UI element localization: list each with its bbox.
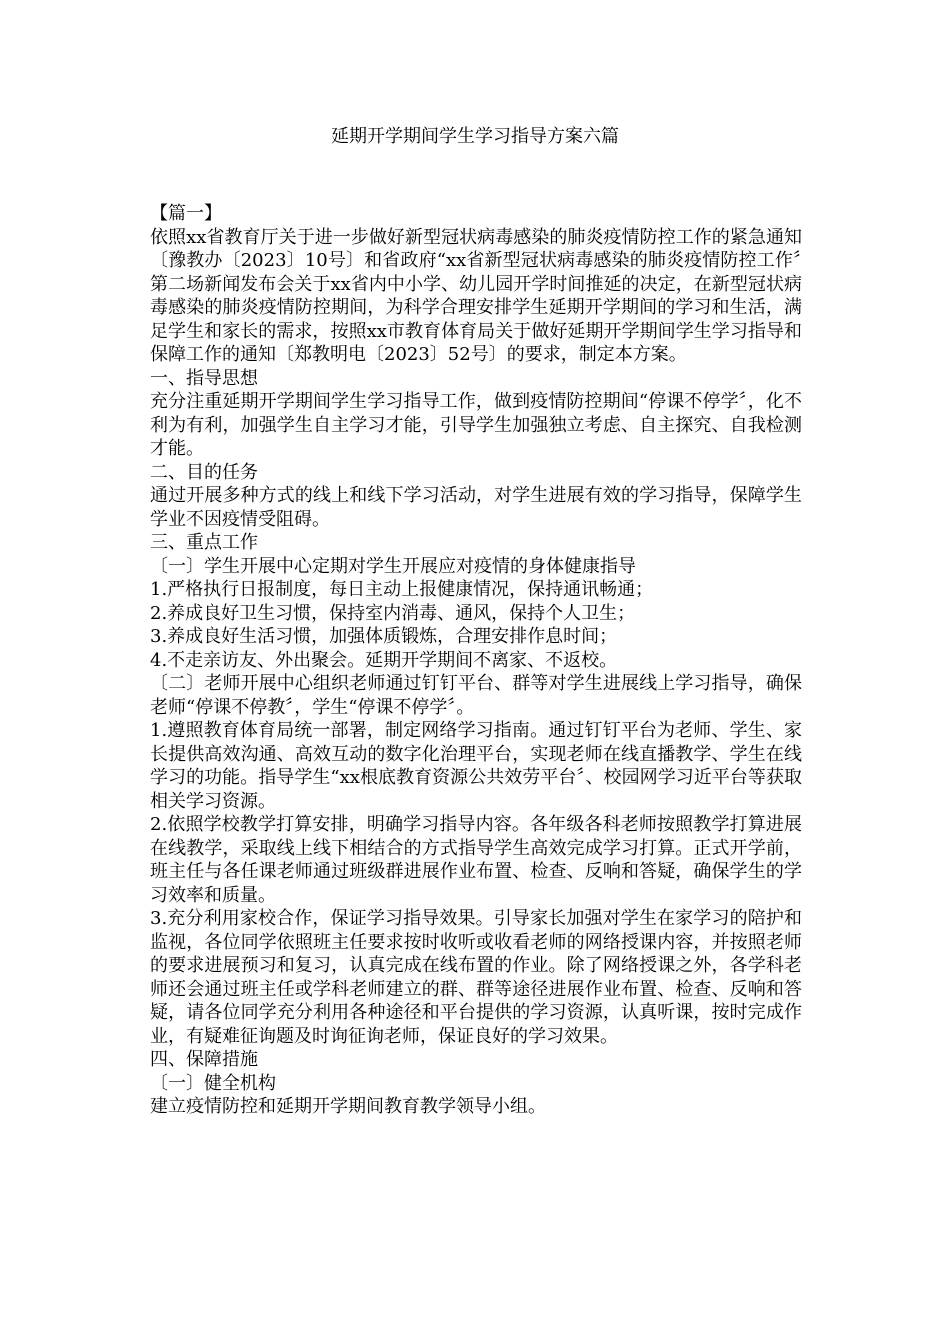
list-item-home-school: 3.充分利用家校合作，保证学习指导效果。引导家长加强对学生在家学习的陪护和监视，各位同学依照班主任要求按时收听或收看老师的网络授课内容，并按照老师的要求进展预习和复习，认真完成在线布置的作业。除了网络授课之外，各学科老师还会通过班主任或学科老师建立的群、群等途径进展作业布置、检查、反响和答疑，请各位同学充分利用各种途径和平台提供的学习资源，认真听课，按时完成作业，有疑难征询题及时询征询老师，保证良好的学习效果。 xyxy=(150,908,802,1047)
guiding-ideology-paragraph: 充分注重延期开学期间学生学习指导工作，做到疫情防控期间“停课不停学〞，化不利为有利，加强学生自主学习才能，引导学生加强独立考虑、自主探究、自我检测才能。 xyxy=(150,391,802,459)
list-item-no-visits: 4.不走亲访友、外出聚会。延期开学期间不离家、不返校。 xyxy=(150,649,618,671)
list-item-network-guide: 1.遵照教育体育局统一部署，制定网络学习指南。通过钉钉平台为老师、学生、家长提供高效沟通、高效互动的数字化治理平台，实现老师在线直播教学、学生在线学习的功能。指导学生“xx根底教育资源公共效劳平台〞、校园网学习近平台等获取相关学习资源。 xyxy=(150,720,802,812)
section-heading-key-work: 三、重点工作 xyxy=(150,532,258,553)
subsection-heading-health-guidance: 〔一〕学生开展中心定期对学生开展应对疫情的身体健康指导 xyxy=(150,555,636,577)
organization-paragraph: 建立疫情防控和延期开学期间教育教学领导小组。 xyxy=(150,1096,546,1117)
list-item-daily-report: 1.严格执行日报制度，每日主动上报健康情况，保持通讯畅通； xyxy=(150,579,654,600)
list-item-living-habits: 3.养成良好生活习惯，加强体质锻炼，合理安排作息时间； xyxy=(150,626,618,647)
document-body xyxy=(150,202,802,1119)
section-heading-objectives: 二、目的任务 xyxy=(150,461,258,483)
list-item-hygiene: 2.养成良好卫生习惯，保持室内消毒、通风，保持个人卫生； xyxy=(150,602,636,624)
objectives-paragraph: 通过开展多种方式的线上和线下学习活动，对学生进展有效的学习指导，保障学生学业不因疫情受阻碍。 xyxy=(150,485,802,530)
section-heading-part-one: 【篇一】 xyxy=(150,203,222,224)
section-heading-guiding-ideology: 一、指导思想 xyxy=(150,367,258,389)
section-heading-safeguards: 四、保障措施 xyxy=(150,1049,258,1070)
document-title: 延期开学期间学生学习指导方案六篇 xyxy=(331,126,619,147)
subsection-heading-online-guidance: 〔二〕老师开展中心组织老师通过钉钉平台、群等对学生进展线上学习指导，确保老师“停课不停教〞，学生“停课不停学〞。 xyxy=(150,673,802,718)
list-item-teaching-plan: 2.依照学校教学打算安排，明确学习指导内容。各年级各科老师按照教学打算进展在线教学，采取线上线下相结合的方式指导学生高效完成学习打算。正式开学前，班主任与各任课老师通过班级群进展作业布置、检查、反响和答疑，确保学生的学习效率和质量。 xyxy=(150,814,802,906)
intro-paragraph: 依照xx省教育厅关于进一步做好新型冠状病毒感染的肺炎疫情防控工作的紧急通知〔豫教办〔2023〕10号〕和省政府“xx省新型冠状病毒感染的肺炎疫情防控工作〞第二场新闻发布会关于xx省内中小学、幼儿园开学时间推延的决定，在新型冠状病毒感染的肺炎疫情防控期间，为科学合理安排学生延期开学期间的学习和生活，满足学生和家长的需求，按照xx市教育体育局关于做好延期开学期间学生学习指导和保障工作的通知〔郑教明电〔2023〕52号〕的要求，制定本方案。 xyxy=(150,226,802,365)
subsection-heading-organization: 〔一〕健全机构 xyxy=(150,1072,276,1094)
